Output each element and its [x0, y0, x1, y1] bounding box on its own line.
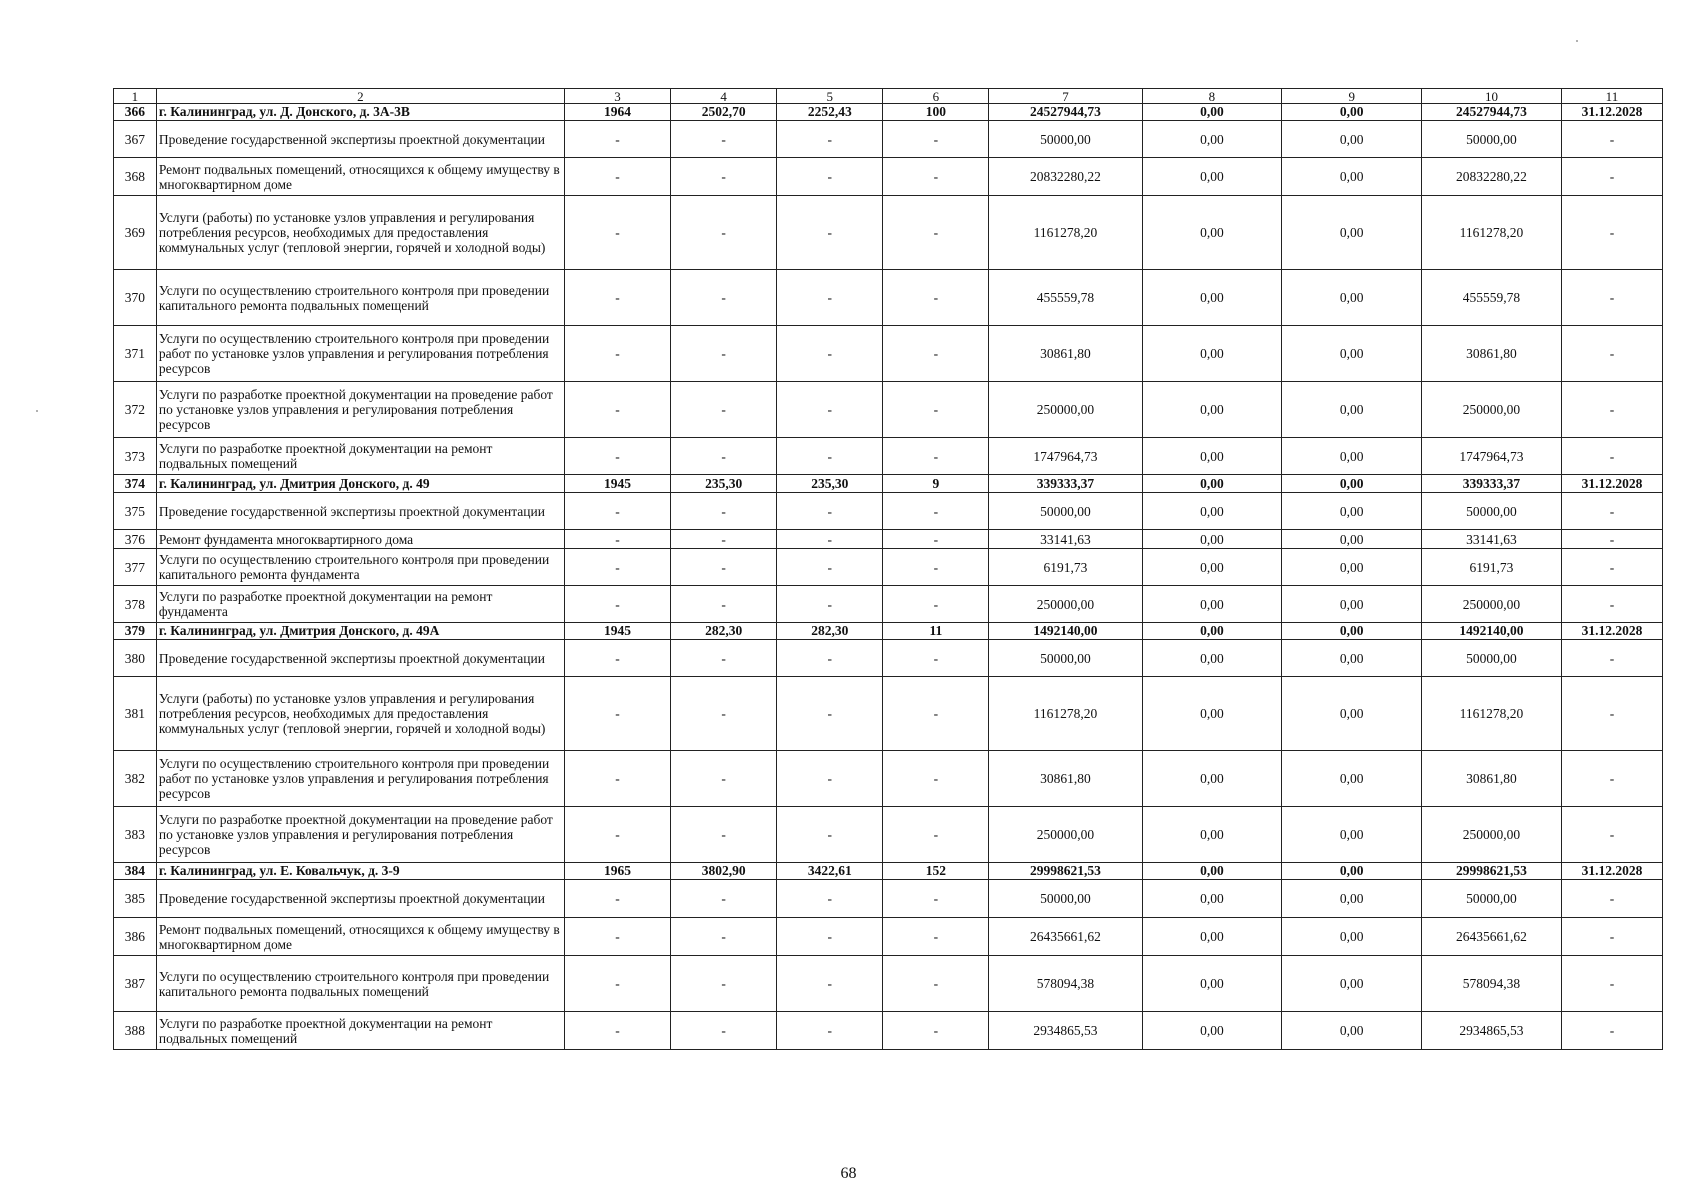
cost-col10-cell: 1161278,20 — [1422, 677, 1562, 751]
deadline-cell: - — [1561, 438, 1662, 475]
table-body — [114, 89, 1663, 1050]
deadline-cell: - — [1561, 751, 1662, 807]
table-row — [114, 956, 1663, 1012]
cost-col10-cell: 250000,00 — [1422, 586, 1562, 623]
area-cell: - — [671, 196, 777, 270]
cost-col8-cell: 0,00 — [1142, 121, 1282, 158]
area-cell: - — [671, 751, 777, 807]
table-row — [114, 807, 1663, 863]
total-cost-cell: 455559,78 — [989, 270, 1142, 326]
area-living-cell: - — [777, 586, 883, 623]
column-header: 4 — [671, 89, 777, 104]
row-number: 378 — [114, 586, 157, 623]
area-living-cell: - — [777, 382, 883, 438]
column-header: 9 — [1282, 89, 1422, 104]
description: Услуги (работы) по установке узлов управления и регулирования потребления ресурсов, необходимых для предоставления коммунальных услуг (тепловой энергии, горячей и холодной воды) — [156, 677, 564, 751]
cost-col8-cell: 0,00 — [1142, 104, 1282, 121]
total-cost-cell: 250000,00 — [989, 382, 1142, 438]
residents-cell: - — [883, 880, 989, 918]
cost-col10-cell: 50000,00 — [1422, 880, 1562, 918]
row-number: 382 — [114, 751, 157, 807]
row-number: 387 — [114, 956, 157, 1012]
column-header: 3 — [565, 89, 671, 104]
description: Проведение государственной экспертизы проектной документации — [156, 640, 564, 677]
description: Проведение государственной экспертизы проектной документации — [156, 880, 564, 918]
total-cost-cell: 50000,00 — [989, 880, 1142, 918]
description: Услуги по разработке проектной документации на проведение работ по установке узлов управления и регулирования потребления ресурсов — [156, 382, 564, 438]
cost-col9-cell: 0,00 — [1282, 438, 1422, 475]
column-header-row — [114, 89, 1663, 104]
cost-col10-cell: 26435661,62 — [1422, 918, 1562, 956]
cost-col9-cell: 0,00 — [1282, 880, 1422, 918]
cost-col9-cell: 0,00 — [1282, 530, 1422, 549]
row-number: 384 — [114, 863, 157, 880]
area-cell: - — [671, 382, 777, 438]
table-row — [114, 438, 1663, 475]
deadline-cell: - — [1561, 530, 1662, 549]
row-number: 369 — [114, 196, 157, 270]
area-living-cell: - — [777, 438, 883, 475]
year-cell: 1964 — [565, 104, 671, 121]
cost-col8-cell: 0,00 — [1142, 158, 1282, 196]
deadline-cell: - — [1561, 158, 1662, 196]
deadline-cell: - — [1561, 549, 1662, 586]
residents-cell: - — [883, 493, 989, 530]
cost-col8-cell: 0,00 — [1142, 549, 1282, 586]
area-living-cell: - — [777, 751, 883, 807]
cost-col9-cell: 0,00 — [1282, 863, 1422, 880]
address-row — [114, 104, 1663, 121]
total-cost-cell: 578094,38 — [989, 956, 1142, 1012]
cost-col8-cell: 0,00 — [1142, 623, 1282, 640]
year-cell: - — [565, 677, 671, 751]
cost-col8-cell: 0,00 — [1142, 918, 1282, 956]
cost-col10-cell: 33141,63 — [1422, 530, 1562, 549]
area-cell: - — [671, 121, 777, 158]
cost-col9-cell: 0,00 — [1282, 158, 1422, 196]
residents-cell: 100 — [883, 104, 989, 121]
cost-col10-cell: 50000,00 — [1422, 640, 1562, 677]
cost-col10-cell: 578094,38 — [1422, 956, 1562, 1012]
area-cell: - — [671, 640, 777, 677]
cost-col9-cell: 0,00 — [1282, 493, 1422, 530]
total-cost-cell: 50000,00 — [989, 121, 1142, 158]
table-row — [114, 121, 1663, 158]
cost-col10-cell: 455559,78 — [1422, 270, 1562, 326]
address-row — [114, 475, 1663, 493]
repair-schedule-table — [113, 88, 1663, 1050]
cost-col8-cell: 0,00 — [1142, 530, 1282, 549]
description: Услуги по разработке проектной документации на ремонт подвальных помещений — [156, 1012, 564, 1050]
description: Услуги (работы) по установке узлов управления и регулирования потребления ресурсов, необходимых для предоставления коммунальных услуг (тепловой энергии, горячей и холодной воды) — [156, 196, 564, 270]
year-cell: - — [565, 549, 671, 586]
cost-col10-cell: 1161278,20 — [1422, 196, 1562, 270]
column-header: 8 — [1142, 89, 1282, 104]
description: Ремонт подвальных помещений, относящихся к общему имуществу в многоквартирном доме — [156, 918, 564, 956]
deadline-cell: - — [1561, 677, 1662, 751]
table-row — [114, 640, 1663, 677]
cost-col8-cell: 0,00 — [1142, 807, 1282, 863]
cost-col10-cell: 250000,00 — [1422, 807, 1562, 863]
cost-col9-cell: 0,00 — [1282, 807, 1422, 863]
cost-col10-cell: 30861,80 — [1422, 751, 1562, 807]
area-living-cell: - — [777, 918, 883, 956]
row-number: 367 — [114, 121, 157, 158]
year-cell: - — [565, 530, 671, 549]
area-cell: - — [671, 530, 777, 549]
row-number: 366 — [114, 104, 157, 121]
cost-col9-cell: 0,00 — [1282, 751, 1422, 807]
description: Проведение государственной экспертизы проектной документации — [156, 493, 564, 530]
deadline-cell: - — [1561, 196, 1662, 270]
column-header: 1 — [114, 89, 157, 104]
cost-col9-cell: 0,00 — [1282, 640, 1422, 677]
cost-col8-cell: 0,00 — [1142, 586, 1282, 623]
total-cost-cell: 250000,00 — [989, 807, 1142, 863]
cost-col9-cell: 0,00 — [1282, 121, 1422, 158]
residents-cell: - — [883, 158, 989, 196]
area-living-cell: - — [777, 1012, 883, 1050]
page-number: 68 — [840, 1165, 857, 1182]
table-row — [114, 586, 1663, 623]
year-cell: - — [565, 880, 671, 918]
year-cell: - — [565, 270, 671, 326]
column-header: 10 — [1422, 89, 1562, 104]
column-header: 2 — [156, 89, 564, 104]
residents-cell: - — [883, 751, 989, 807]
row-number: 370 — [114, 270, 157, 326]
address-cell: г. Калининград, ул. Дмитрия Донского, д. 49 — [156, 475, 564, 493]
residents-cell: - — [883, 326, 989, 382]
scan-speck — [36, 410, 38, 412]
year-cell: - — [565, 196, 671, 270]
area-living-cell: - — [777, 270, 883, 326]
cost-col9-cell: 0,00 — [1282, 918, 1422, 956]
total-cost-cell: 50000,00 — [989, 493, 1142, 530]
cost-col10-cell: 20832280,22 — [1422, 158, 1562, 196]
area-living-cell: - — [777, 530, 883, 549]
total-cost-cell: 26435661,62 — [989, 918, 1142, 956]
area-cell: - — [671, 438, 777, 475]
row-number: 385 — [114, 880, 157, 918]
cost-col10-cell: 50000,00 — [1422, 121, 1562, 158]
area-living-cell: - — [777, 121, 883, 158]
row-number: 372 — [114, 382, 157, 438]
residents-cell: - — [883, 807, 989, 863]
area-cell: - — [671, 918, 777, 956]
table-row — [114, 751, 1663, 807]
description: Услуги по осуществлению строительного контроля при проведении капитального ремонта подвальных помещений — [156, 956, 564, 1012]
residents-cell: - — [883, 530, 989, 549]
area-living-cell: 3422,61 — [777, 863, 883, 880]
total-cost-cell: 250000,00 — [989, 586, 1142, 623]
cost-col8-cell: 0,00 — [1142, 270, 1282, 326]
row-number: 383 — [114, 807, 157, 863]
area-living-cell: - — [777, 956, 883, 1012]
year-cell: - — [565, 1012, 671, 1050]
area-living-cell: - — [777, 880, 883, 918]
table-row — [114, 1012, 1663, 1050]
cost-col10-cell: 24527944,73 — [1422, 104, 1562, 121]
table-row — [114, 382, 1663, 438]
address-cell: г. Калининград, ул. Е. Ковальчук, д. 3-9 — [156, 863, 564, 880]
table-row — [114, 880, 1663, 918]
year-cell: 1945 — [565, 623, 671, 640]
deadline-cell: - — [1561, 586, 1662, 623]
description: Услуги по разработке проектной документации на ремонт фундамента — [156, 586, 564, 623]
area-living-cell: - — [777, 493, 883, 530]
cost-col8-cell: 0,00 — [1142, 493, 1282, 530]
residents-cell: - — [883, 382, 989, 438]
area-living-cell: - — [777, 677, 883, 751]
column-header: 7 — [989, 89, 1142, 104]
residents-cell: - — [883, 956, 989, 1012]
area-cell: - — [671, 880, 777, 918]
cost-col10-cell: 2934865,53 — [1422, 1012, 1562, 1050]
cost-col9-cell: 0,00 — [1282, 586, 1422, 623]
area-cell: - — [671, 677, 777, 751]
cost-col10-cell: 250000,00 — [1422, 382, 1562, 438]
row-number: 381 — [114, 677, 157, 751]
address-cell: г. Калининград, ул. Д. Донского, д. 3А-3В — [156, 104, 564, 121]
address-cell: г. Калининград, ул. Дмитрия Донского, д. 49А — [156, 623, 564, 640]
residents-cell: 9 — [883, 475, 989, 493]
total-cost-cell: 24527944,73 — [989, 104, 1142, 121]
area-cell: 282,30 — [671, 623, 777, 640]
area-cell: 2502,70 — [671, 104, 777, 121]
cost-col10-cell: 50000,00 — [1422, 493, 1562, 530]
table-row — [114, 270, 1663, 326]
row-number: 377 — [114, 549, 157, 586]
year-cell: - — [565, 158, 671, 196]
residents-cell: - — [883, 196, 989, 270]
area-living-cell: - — [777, 807, 883, 863]
area-cell: - — [671, 1012, 777, 1050]
row-number: 376 — [114, 530, 157, 549]
area-cell: 235,30 — [671, 475, 777, 493]
column-header: 6 — [883, 89, 989, 104]
row-number: 371 — [114, 326, 157, 382]
cost-col9-cell: 0,00 — [1282, 270, 1422, 326]
area-living-cell: - — [777, 549, 883, 586]
table-row — [114, 196, 1663, 270]
column-header: 11 — [1561, 89, 1662, 104]
deadline-cell: - — [1561, 956, 1662, 1012]
total-cost-cell: 339333,37 — [989, 475, 1142, 493]
area-cell: - — [671, 158, 777, 196]
cost-col9-cell: 0,00 — [1282, 196, 1422, 270]
description: Услуги по разработке проектной документации на ремонт подвальных помещений — [156, 438, 564, 475]
deadline-cell: - — [1561, 918, 1662, 956]
row-number: 375 — [114, 493, 157, 530]
year-cell: - — [565, 956, 671, 1012]
deadline-cell: - — [1561, 640, 1662, 677]
table-row — [114, 530, 1663, 549]
area-cell: - — [671, 807, 777, 863]
total-cost-cell: 30861,80 — [989, 751, 1142, 807]
area-living-cell: 282,30 — [777, 623, 883, 640]
residents-cell: - — [883, 438, 989, 475]
description: Проведение государственной экспертизы проектной документации — [156, 121, 564, 158]
row-number: 374 — [114, 475, 157, 493]
year-cell: - — [565, 807, 671, 863]
row-number: 386 — [114, 918, 157, 956]
residents-cell: - — [883, 270, 989, 326]
total-cost-cell: 1161278,20 — [989, 196, 1142, 270]
total-cost-cell: 2934865,53 — [989, 1012, 1142, 1050]
cost-col8-cell: 0,00 — [1142, 677, 1282, 751]
cost-col9-cell: 0,00 — [1282, 475, 1422, 493]
area-cell: - — [671, 270, 777, 326]
total-cost-cell: 1161278,20 — [989, 677, 1142, 751]
area-living-cell: 235,30 — [777, 475, 883, 493]
cost-col8-cell: 0,00 — [1142, 196, 1282, 270]
year-cell: - — [565, 640, 671, 677]
cost-col9-cell: 0,00 — [1282, 382, 1422, 438]
cost-col8-cell: 0,00 — [1142, 751, 1282, 807]
row-number: 379 — [114, 623, 157, 640]
area-living-cell: - — [777, 196, 883, 270]
cost-col8-cell: 0,00 — [1142, 382, 1282, 438]
cost-col9-cell: 0,00 — [1282, 1012, 1422, 1050]
residents-cell: - — [883, 586, 989, 623]
area-cell: - — [671, 956, 777, 1012]
cost-col10-cell: 339333,37 — [1422, 475, 1562, 493]
table-row — [114, 158, 1663, 196]
total-cost-cell: 20832280,22 — [989, 158, 1142, 196]
year-cell: - — [565, 586, 671, 623]
area-living-cell: - — [777, 326, 883, 382]
year-cell: - — [565, 382, 671, 438]
deadline-cell: 31.12.2028 — [1561, 863, 1662, 880]
year-cell: - — [565, 751, 671, 807]
year-cell: 1965 — [565, 863, 671, 880]
year-cell: - — [565, 918, 671, 956]
description: Услуги по осуществлению строительного контроля при проведении капитального ремонта подвальных помещений — [156, 270, 564, 326]
cost-col10-cell: 29998621,53 — [1422, 863, 1562, 880]
deadline-cell: 31.12.2028 — [1561, 104, 1662, 121]
year-cell: - — [565, 493, 671, 530]
deadline-cell: - — [1561, 880, 1662, 918]
cost-col9-cell: 0,00 — [1282, 623, 1422, 640]
row-number: 368 — [114, 158, 157, 196]
residents-cell: - — [883, 1012, 989, 1050]
cost-col8-cell: 0,00 — [1142, 326, 1282, 382]
row-number: 373 — [114, 438, 157, 475]
area-living-cell: - — [777, 640, 883, 677]
description: Ремонт подвальных помещений, относящихся к общему имуществу в многоквартирном доме — [156, 158, 564, 196]
row-number: 380 — [114, 640, 157, 677]
year-cell: 1945 — [565, 475, 671, 493]
cost-col9-cell: 0,00 — [1282, 326, 1422, 382]
residents-cell: - — [883, 121, 989, 158]
deadline-cell: - — [1561, 493, 1662, 530]
deadline-cell: - — [1561, 807, 1662, 863]
description: Услуги по осуществлению строительного контроля при проведении работ по установке узлов управления и регулирования потребления ресурсов — [156, 326, 564, 382]
deadline-cell: - — [1561, 121, 1662, 158]
cost-col8-cell: 0,00 — [1142, 863, 1282, 880]
total-cost-cell: 6191,73 — [989, 549, 1142, 586]
total-cost-cell: 33141,63 — [989, 530, 1142, 549]
cost-col10-cell: 30861,80 — [1422, 326, 1562, 382]
cost-col9-cell: 0,00 — [1282, 104, 1422, 121]
address-row — [114, 863, 1663, 880]
total-cost-cell: 50000,00 — [989, 640, 1142, 677]
description: Услуги по осуществлению строительного контроля при проведении работ по установке узлов управления и регулирования потребления ресурсов — [156, 751, 564, 807]
cost-col10-cell: 6191,73 — [1422, 549, 1562, 586]
total-cost-cell: 1747964,73 — [989, 438, 1142, 475]
area-cell: - — [671, 326, 777, 382]
description: Услуги по осуществлению строительного контроля при проведении капитального ремонта фундамента — [156, 549, 564, 586]
deadline-cell: - — [1561, 326, 1662, 382]
cost-col8-cell: 0,00 — [1142, 880, 1282, 918]
cost-col10-cell: 1492140,00 — [1422, 623, 1562, 640]
area-cell: - — [671, 586, 777, 623]
cost-col10-cell: 1747964,73 — [1422, 438, 1562, 475]
cost-col8-cell: 0,00 — [1142, 640, 1282, 677]
cost-col8-cell: 0,00 — [1142, 475, 1282, 493]
residents-cell: 11 — [883, 623, 989, 640]
area-cell: - — [671, 549, 777, 586]
area-living-cell: - — [777, 158, 883, 196]
total-cost-cell: 30861,80 — [989, 326, 1142, 382]
year-cell: - — [565, 121, 671, 158]
table-row — [114, 918, 1663, 956]
residents-cell: - — [883, 918, 989, 956]
scan-speck — [1576, 40, 1578, 42]
total-cost-cell: 1492140,00 — [989, 623, 1142, 640]
table-row — [114, 549, 1663, 586]
address-row — [114, 623, 1663, 640]
total-cost-cell: 29998621,53 — [989, 863, 1142, 880]
row-number: 388 — [114, 1012, 157, 1050]
residents-cell: 152 — [883, 863, 989, 880]
deadline-cell: 31.12.2028 — [1561, 623, 1662, 640]
year-cell: - — [565, 438, 671, 475]
table-row — [114, 326, 1663, 382]
residents-cell: - — [883, 640, 989, 677]
residents-cell: - — [883, 677, 989, 751]
residents-cell: - — [883, 549, 989, 586]
table-row — [114, 677, 1663, 751]
description: Услуги по разработке проектной документации на проведение работ по установке узлов управления и регулирования потребления ресурсов — [156, 807, 564, 863]
cost-col8-cell: 0,00 — [1142, 438, 1282, 475]
table-row — [114, 493, 1663, 530]
cost-col9-cell: 0,00 — [1282, 549, 1422, 586]
area-cell: - — [671, 493, 777, 530]
deadline-cell: - — [1561, 1012, 1662, 1050]
year-cell: - — [565, 326, 671, 382]
cost-col9-cell: 0,00 — [1282, 677, 1422, 751]
cost-col8-cell: 0,00 — [1142, 956, 1282, 1012]
cost-col8-cell: 0,00 — [1142, 1012, 1282, 1050]
deadline-cell: 31.12.2028 — [1561, 475, 1662, 493]
deadline-cell: - — [1561, 270, 1662, 326]
description: Ремонт фундамента многоквартирного дома — [156, 530, 564, 549]
area-living-cell: 2252,43 — [777, 104, 883, 121]
area-cell: 3802,90 — [671, 863, 777, 880]
column-header: 5 — [777, 89, 883, 104]
cost-col9-cell: 0,00 — [1282, 956, 1422, 1012]
deadline-cell: - — [1561, 382, 1662, 438]
